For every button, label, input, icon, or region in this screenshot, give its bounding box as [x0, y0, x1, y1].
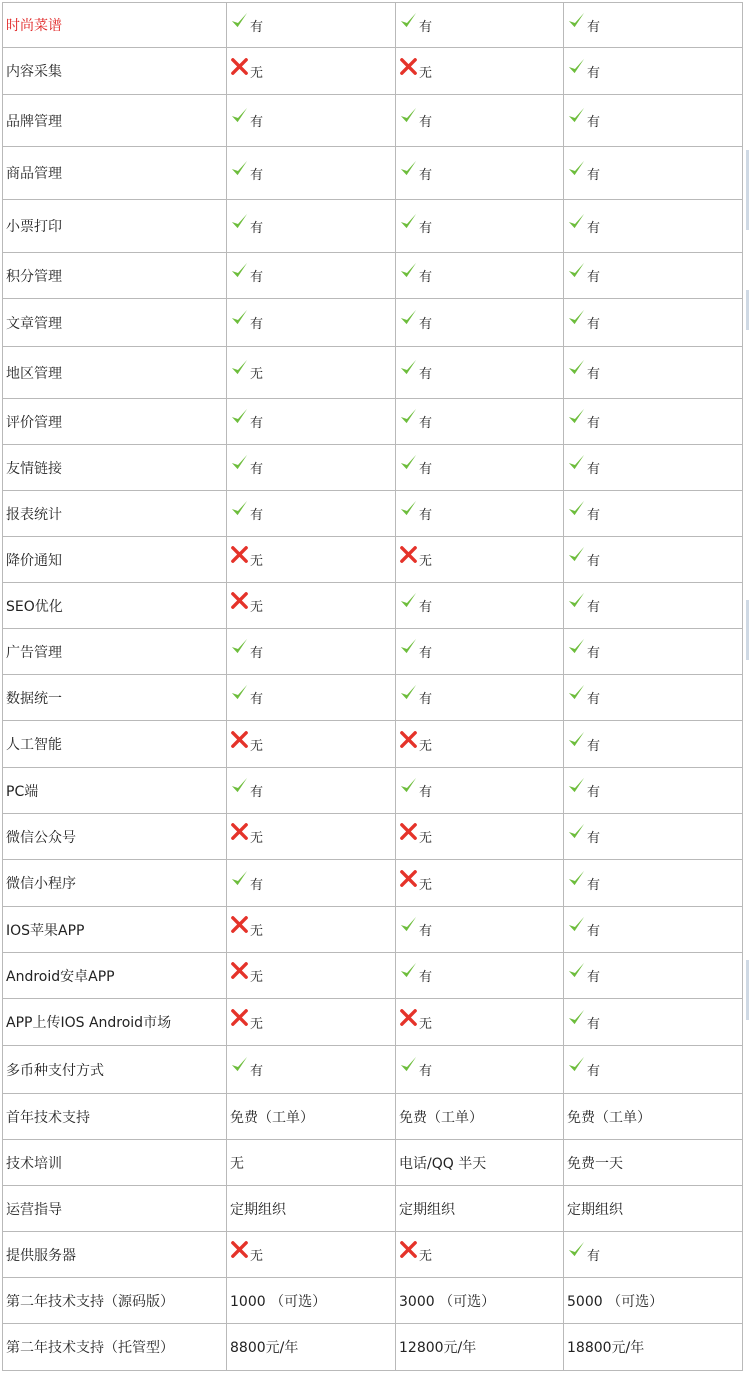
- green-check-icon: [567, 869, 586, 888]
- table-row: [3, 95, 743, 147]
- table-row: [3, 953, 743, 999]
- plan-3-cell: [564, 629, 743, 675]
- availability-label: 有: [587, 831, 601, 846]
- plan-1-cell: [227, 48, 396, 95]
- availability-label: 有: [419, 646, 433, 661]
- red-cross-icon: [399, 545, 418, 564]
- table-row: [3, 347, 743, 399]
- red-cross-icon: [230, 822, 249, 841]
- green-check-icon: [567, 1055, 586, 1074]
- plan-3-cell: [564, 537, 743, 583]
- availability-label: 有: [419, 317, 433, 332]
- availability-label: 有: [250, 462, 264, 477]
- plan-2-cell: [396, 907, 564, 953]
- availability-label: 有: [419, 600, 433, 615]
- availability-label: 有: [587, 508, 601, 523]
- table-row: [3, 48, 743, 95]
- green-check-icon: [567, 1240, 586, 1259]
- availability-label: 无: [419, 1249, 433, 1264]
- green-check-icon: [230, 11, 249, 30]
- table-row: [3, 999, 743, 1046]
- availability-label: 有: [587, 270, 601, 285]
- green-check-icon: [399, 453, 418, 472]
- plan-2-cell: [396, 95, 564, 147]
- availability-label: 有: [419, 115, 433, 130]
- feature-name-cell: 商品管理: [3, 147, 227, 200]
- plan-3-cell: [564, 1046, 743, 1094]
- green-check-icon: [567, 637, 586, 656]
- availability-label: 有: [587, 462, 601, 477]
- plan-3-value: 免费（工单）: [564, 1094, 743, 1140]
- plan-2-cell: [396, 3, 564, 48]
- availability-label: 有: [250, 646, 264, 661]
- table-row: [3, 445, 743, 491]
- red-cross-icon: [230, 1240, 249, 1259]
- table-row: [3, 721, 743, 768]
- green-check-icon: [230, 308, 249, 327]
- feature-name-cell: 提供服务器: [3, 1232, 227, 1278]
- plan-3-cell: [564, 768, 743, 814]
- plan-1-cell: [227, 3, 396, 48]
- plan-2-cell: [396, 999, 564, 1046]
- green-check-icon: [399, 11, 418, 30]
- green-check-icon: [399, 499, 418, 518]
- table-row: [3, 1186, 743, 1232]
- plan-2-cell: [396, 583, 564, 629]
- green-check-icon: [230, 212, 249, 231]
- availability-label: 有: [587, 877, 601, 893]
- feature-name-cell: 友情链接: [3, 445, 227, 491]
- availability-label: 无: [250, 367, 264, 382]
- plan-1-value: 1000 （可选）: [227, 1278, 396, 1324]
- green-check-icon: [399, 1055, 418, 1074]
- green-check-icon: [399, 261, 418, 280]
- table-row: [3, 491, 743, 537]
- feature-name-cell: 微信公众号: [3, 814, 227, 860]
- green-check-icon: [567, 961, 586, 980]
- green-check-icon: [230, 683, 249, 702]
- plan-1-cell: [227, 629, 396, 675]
- plan-1-value: 无: [227, 1140, 396, 1186]
- plan-3-value: 5000 （可选）: [564, 1278, 743, 1324]
- availability-label: 有: [250, 115, 264, 130]
- plan-2-cell: [396, 445, 564, 491]
- green-check-icon: [567, 407, 586, 426]
- feature-name-cell: 多币种支付方式: [3, 1046, 227, 1094]
- availability-label: 有: [250, 270, 264, 285]
- plan-3-cell: [564, 907, 743, 953]
- table-body: [3, 3, 743, 1371]
- green-check-icon: [567, 358, 586, 377]
- plan-2-cell: [396, 1046, 564, 1094]
- plan-1-cell: [227, 347, 396, 399]
- plan-1-cell: [227, 1232, 396, 1278]
- green-check-icon: [230, 407, 249, 426]
- table-row: [3, 3, 743, 48]
- availability-label: 无: [419, 65, 433, 81]
- plan-2-value: 免费（工单）: [396, 1094, 564, 1140]
- table-row: [3, 399, 743, 445]
- table-row: [3, 299, 743, 347]
- feature-name-cell: 数据统一: [3, 675, 227, 721]
- green-check-icon: [567, 57, 586, 76]
- green-check-icon: [567, 308, 586, 327]
- availability-label: 无: [250, 554, 264, 569]
- feature-name-cell: 第二年技术支持（源码版）: [3, 1278, 227, 1324]
- table-row: [3, 1046, 743, 1094]
- plan-1-cell: [227, 491, 396, 537]
- availability-label: 有: [419, 416, 433, 431]
- green-check-icon: [230, 106, 249, 125]
- plan-2-cell: [396, 491, 564, 537]
- plan-1-cell: [227, 953, 396, 999]
- feature-name-cell: 运营指导: [3, 1186, 227, 1232]
- availability-label: 无: [250, 970, 264, 985]
- plan-2-value: 3000 （可选）: [396, 1278, 564, 1324]
- feature-name-cell: 文章管理: [3, 299, 227, 347]
- feature-name-cell: 小票打印: [3, 200, 227, 253]
- plan-2-cell: [396, 953, 564, 999]
- plan-1-cell: [227, 399, 396, 445]
- availability-label: 有: [587, 367, 601, 382]
- availability-label: 有: [587, 554, 601, 569]
- green-check-icon: [230, 869, 249, 888]
- feature-comparison-table: [2, 2, 743, 1371]
- green-check-icon: [399, 961, 418, 980]
- plan-1-value: 定期组织: [227, 1186, 396, 1232]
- green-check-icon: [567, 545, 586, 564]
- availability-label: 有: [250, 220, 264, 236]
- feature-name-cell: Android安卓APP: [3, 953, 227, 999]
- red-cross-icon: [230, 545, 249, 564]
- availability-label: 有: [250, 317, 264, 332]
- availability-label: 有: [250, 19, 264, 35]
- plan-3-cell: [564, 814, 743, 860]
- green-check-icon: [567, 776, 586, 795]
- availability-label: 有: [419, 785, 433, 800]
- availability-label: 有: [587, 970, 601, 985]
- plan-1-cell: [227, 768, 396, 814]
- availability-label: 有: [419, 367, 433, 382]
- red-cross-icon: [399, 730, 418, 749]
- plan-2-value: 定期组织: [396, 1186, 564, 1232]
- plan-1-cell: [227, 860, 396, 907]
- plan-1-cell: [227, 95, 396, 147]
- page-right-edge: [744, 0, 750, 1380]
- green-check-icon: [230, 1055, 249, 1074]
- availability-label: 无: [419, 1016, 433, 1032]
- table-row: [3, 253, 743, 299]
- red-cross-icon: [230, 1008, 249, 1027]
- availability-label: 无: [250, 1249, 264, 1264]
- green-check-icon: [567, 11, 586, 30]
- availability-label: 有: [419, 508, 433, 523]
- green-check-icon: [399, 106, 418, 125]
- green-check-icon: [399, 683, 418, 702]
- feature-name-cell: 降价通知: [3, 537, 227, 583]
- availability-label: 有: [587, 1249, 601, 1264]
- availability-label: 无: [250, 738, 264, 754]
- table-row: [3, 1140, 743, 1186]
- availability-label: 有: [250, 785, 264, 800]
- green-check-icon: [567, 499, 586, 518]
- table-row: [3, 200, 743, 253]
- availability-label: 有: [419, 270, 433, 285]
- feature-name-cell: 评价管理: [3, 399, 227, 445]
- feature-name-cell: APP上传IOS Android市场: [3, 999, 227, 1046]
- green-check-icon: [567, 159, 586, 178]
- red-cross-icon: [399, 869, 418, 888]
- table-row: [3, 147, 743, 200]
- availability-label: 有: [587, 738, 601, 754]
- green-check-icon: [399, 358, 418, 377]
- plan-3-cell: [564, 721, 743, 768]
- plan-3-cell: [564, 1232, 743, 1278]
- plan-1-cell: [227, 999, 396, 1046]
- red-cross-icon: [399, 57, 418, 76]
- green-check-icon: [567, 915, 586, 934]
- green-check-icon: [230, 159, 249, 178]
- plan-2-cell: [396, 537, 564, 583]
- availability-label: 有: [587, 317, 601, 332]
- availability-label: 无: [419, 831, 433, 846]
- green-check-icon: [567, 1008, 586, 1027]
- table-row: [3, 583, 743, 629]
- red-cross-icon: [399, 1008, 418, 1027]
- plan-3-cell: [564, 253, 743, 299]
- feature-name-cell: 人工智能: [3, 721, 227, 768]
- plan-3-cell: [564, 445, 743, 491]
- feature-name-cell: 时尚菜谱: [3, 3, 227, 48]
- red-cross-icon: [230, 730, 249, 749]
- feature-name-cell: 技术培训: [3, 1140, 227, 1186]
- availability-label: 有: [587, 1016, 601, 1032]
- plan-3-value: 18800元/年: [564, 1324, 743, 1371]
- table-row: [3, 629, 743, 675]
- plan-3-cell: [564, 675, 743, 721]
- availability-label: 有: [587, 65, 601, 81]
- plan-2-cell: [396, 860, 564, 907]
- availability-label: 有: [419, 1064, 433, 1079]
- table-row: [3, 907, 743, 953]
- green-check-icon: [399, 159, 418, 178]
- green-check-icon: [567, 453, 586, 472]
- plan-3-cell: [564, 399, 743, 445]
- availability-label: 有: [587, 646, 601, 661]
- green-check-icon: [230, 261, 249, 280]
- availability-label: 无: [250, 831, 264, 846]
- availability-label: 有: [419, 167, 433, 183]
- table-row: [3, 1278, 743, 1324]
- plan-2-value: 电话/QQ 半天: [396, 1140, 564, 1186]
- availability-label: 有: [419, 220, 433, 236]
- green-check-icon: [399, 591, 418, 610]
- plan-3-value: 定期组织: [564, 1186, 743, 1232]
- plan-2-cell: [396, 768, 564, 814]
- green-check-icon: [230, 637, 249, 656]
- table-row: [3, 537, 743, 583]
- availability-label: 有: [587, 220, 601, 236]
- green-check-icon: [567, 261, 586, 280]
- green-check-icon: [230, 358, 249, 377]
- plan-3-cell: [564, 147, 743, 200]
- availability-label: 无: [419, 877, 433, 893]
- plan-2-cell: [396, 399, 564, 445]
- plan-1-cell: [227, 814, 396, 860]
- plan-3-cell: [564, 583, 743, 629]
- red-cross-icon: [399, 1240, 418, 1259]
- availability-label: 有: [250, 692, 264, 707]
- feature-name-cell: 地区管理: [3, 347, 227, 399]
- feature-name-cell: PC端: [3, 768, 227, 814]
- plan-2-cell: [396, 1232, 564, 1278]
- availability-label: 有: [250, 416, 264, 431]
- red-cross-icon: [230, 591, 249, 610]
- plan-1-cell: [227, 537, 396, 583]
- plan-1-cell: [227, 1046, 396, 1094]
- plan-2-cell: [396, 721, 564, 768]
- red-cross-icon: [230, 915, 249, 934]
- availability-label: 有: [419, 462, 433, 477]
- availability-label: 有: [587, 692, 601, 707]
- plan-1-cell: [227, 583, 396, 629]
- plan-3-cell: [564, 347, 743, 399]
- plan-2-cell: [396, 299, 564, 347]
- availability-label: 有: [587, 785, 601, 800]
- availability-label: 有: [250, 167, 264, 183]
- table-row: [3, 1094, 743, 1140]
- plan-3-cell: [564, 200, 743, 253]
- green-check-icon: [230, 453, 249, 472]
- availability-label: 无: [419, 554, 433, 569]
- availability-label: 无: [250, 600, 264, 615]
- green-check-icon: [567, 822, 586, 841]
- table-row: [3, 860, 743, 907]
- feature-name-cell: 内容采集: [3, 48, 227, 95]
- feature-name-cell: 积分管理: [3, 253, 227, 299]
- green-check-icon: [399, 915, 418, 934]
- plan-2-cell: [396, 147, 564, 200]
- plan-1-cell: [227, 907, 396, 953]
- plan-3-cell: [564, 999, 743, 1046]
- plan-1-cell: [227, 445, 396, 491]
- availability-label: 无: [419, 738, 433, 754]
- plan-1-cell: [227, 675, 396, 721]
- green-check-icon: [567, 212, 586, 231]
- plan-1-cell: [227, 253, 396, 299]
- availability-label: 有: [250, 877, 264, 893]
- green-check-icon: [399, 407, 418, 426]
- plan-1-cell: [227, 147, 396, 200]
- availability-label: 无: [250, 924, 264, 939]
- availability-label: 有: [419, 924, 433, 939]
- availability-label: 有: [587, 19, 601, 35]
- plan-2-cell: [396, 253, 564, 299]
- availability-label: 有: [587, 416, 601, 431]
- feature-name-cell: 报表统计: [3, 491, 227, 537]
- plan-1-cell: [227, 299, 396, 347]
- plan-2-value: 12800元/年: [396, 1324, 564, 1371]
- green-check-icon: [399, 308, 418, 327]
- availability-label: 有: [587, 924, 601, 939]
- red-cross-icon: [230, 961, 249, 980]
- feature-name-cell: SEO优化: [3, 583, 227, 629]
- availability-label: 有: [250, 508, 264, 523]
- green-check-icon: [567, 106, 586, 125]
- plan-2-cell: [396, 814, 564, 860]
- table-row: [3, 1232, 743, 1278]
- feature-name-cell: 第二年技术支持（托管型）: [3, 1324, 227, 1371]
- availability-label: 有: [419, 970, 433, 985]
- feature-name-cell: 首年技术支持: [3, 1094, 227, 1140]
- plan-2-cell: [396, 200, 564, 253]
- availability-label: 无: [250, 65, 264, 81]
- plan-3-cell: [564, 48, 743, 95]
- plan-1-cell: [227, 721, 396, 768]
- feature-name-cell: 广告管理: [3, 629, 227, 675]
- plan-1-cell: [227, 200, 396, 253]
- green-check-icon: [230, 499, 249, 518]
- plan-3-cell: [564, 860, 743, 907]
- availability-label: 有: [587, 167, 601, 183]
- plan-1-value: 免费（工单）: [227, 1094, 396, 1140]
- availability-label: 有: [587, 1064, 601, 1079]
- plan-2-cell: [396, 675, 564, 721]
- table-row: [3, 814, 743, 860]
- red-cross-icon: [230, 57, 249, 76]
- table-row: [3, 675, 743, 721]
- availability-label: 有: [419, 19, 433, 35]
- availability-label: 有: [250, 1064, 264, 1079]
- plan-3-cell: [564, 95, 743, 147]
- plan-2-cell: [396, 347, 564, 399]
- plan-3-value: 免费一天: [564, 1140, 743, 1186]
- availability-label: 有: [419, 692, 433, 707]
- plan-3-cell: [564, 299, 743, 347]
- availability-label: 有: [587, 115, 601, 130]
- feature-name-cell: 品牌管理: [3, 95, 227, 147]
- green-check-icon: [230, 776, 249, 795]
- availability-label: 无: [250, 1016, 264, 1032]
- feature-name-cell: 微信小程序: [3, 860, 227, 907]
- table-row: [3, 1324, 743, 1371]
- green-check-icon: [399, 212, 418, 231]
- table-row: [3, 768, 743, 814]
- availability-label: 有: [587, 600, 601, 615]
- plan-3-cell: [564, 491, 743, 537]
- plan-3-cell: [564, 3, 743, 48]
- green-check-icon: [567, 683, 586, 702]
- green-check-icon: [567, 730, 586, 749]
- plan-2-cell: [396, 629, 564, 675]
- plan-3-cell: [564, 953, 743, 999]
- plan-1-value: 8800元/年: [227, 1324, 396, 1371]
- green-check-icon: [399, 637, 418, 656]
- green-check-icon: [399, 776, 418, 795]
- red-cross-icon: [399, 822, 418, 841]
- green-check-icon: [567, 591, 586, 610]
- feature-name-cell: IOS苹果APP: [3, 907, 227, 953]
- plan-2-cell: [396, 48, 564, 95]
